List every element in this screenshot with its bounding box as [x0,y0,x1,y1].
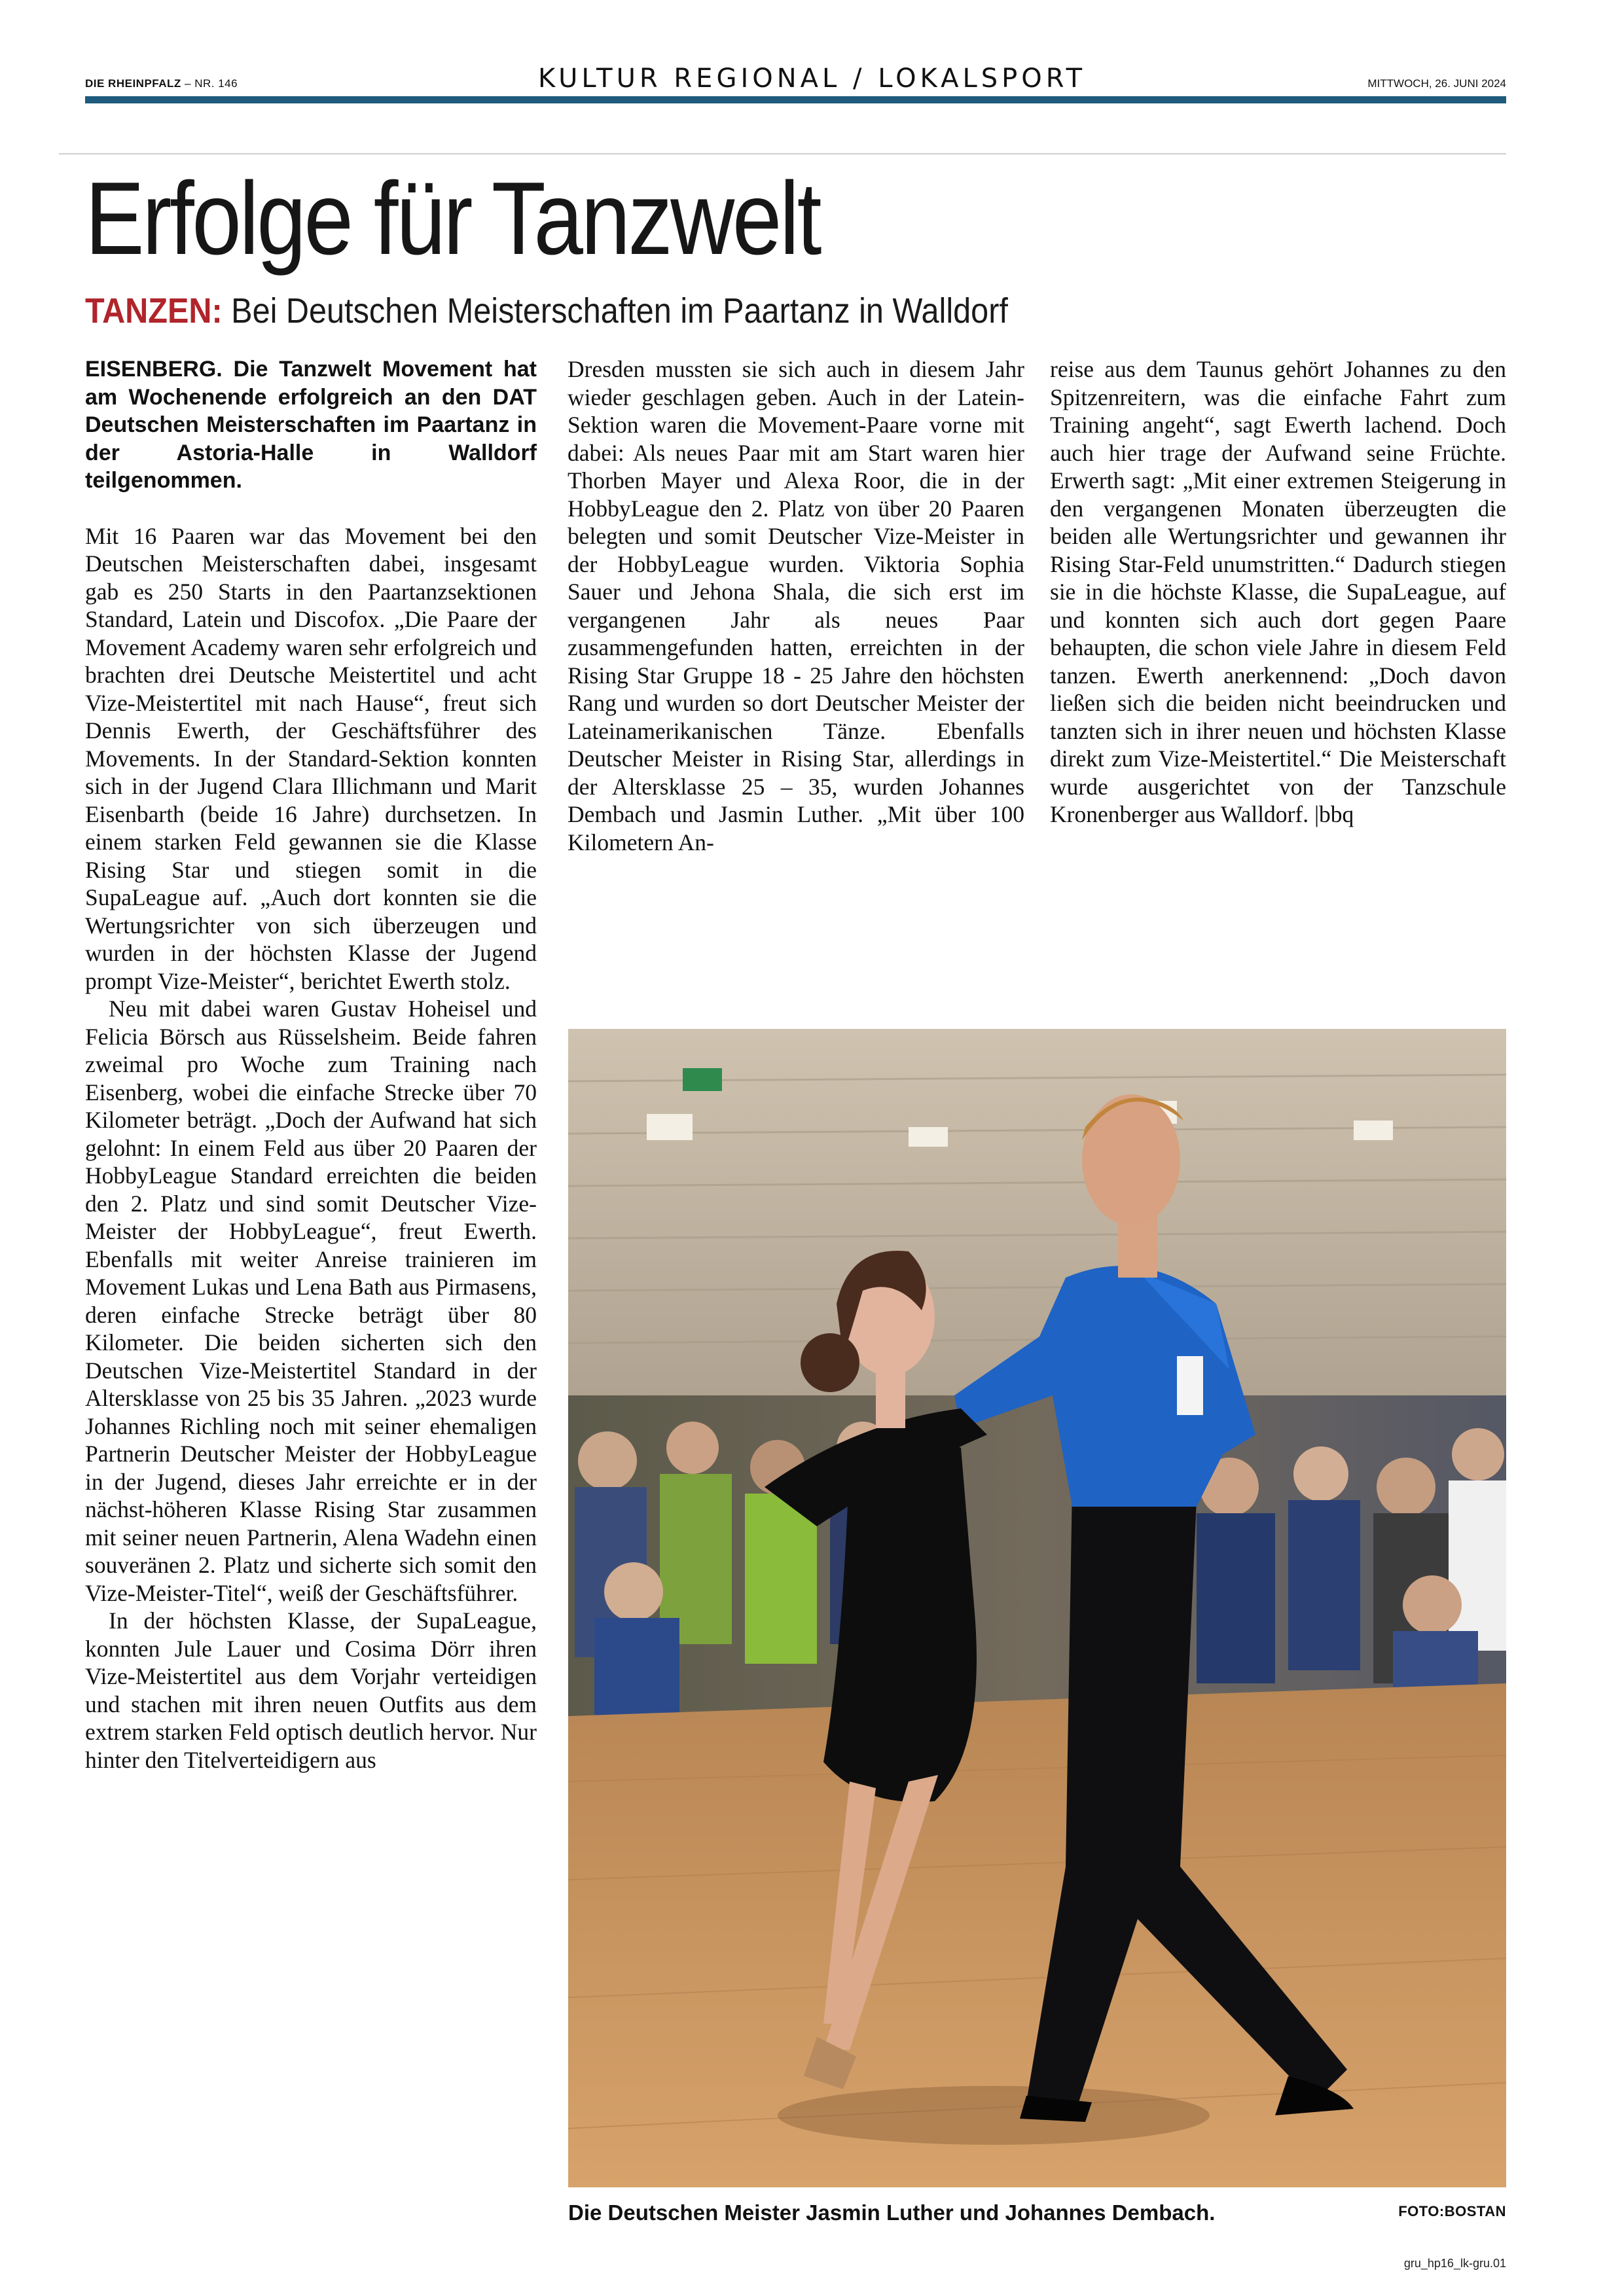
exit-sign [683,1068,722,1091]
article-subheadline [85,293,1008,329]
article-paragraph-1: Mit 16 Paaren war das Movement bei den Deutschen Meisterschaften dabei, insgesamt gab es 250 Starts in den Paartanzsektionen Standard, Latein und Discofox. „Die Paare der Movement Academy waren sehr erfolgreich und brachten drei Deutsche Meistertitel und acht Vize-Meistertitel mit nach Hause“, freut sich Dennis Ewerth, der Geschäftsführer des Movements. In der Standard-Sektion konnten sich in der Jugend Clara Illichmann und Marit Eisenbarth (beide 16 Jahre) durchsetzen. In einem starken Feld gewannen sie die Klasse Rising Star und stiegen somit in die SupaLeague auf. „Auch dort konnten sie die Wertungsrichter von sich überzeugen und wurden in der höchsten Klasse der Jugend prompt Vize-Meister“, berichtet Ewerth stolz. [85,522,537,994]
masthead-date: MITTWOCH, 26. JUNI 2024 [1367,77,1506,90]
article-column-2 [568,355,1024,856]
page-reference: gru_hp16_lk-gru.01 [1403,2257,1506,2270]
article-column-1 [85,355,537,1774]
article-paragraph-4: Dresden mussten sie sich auch in diesem Jahr wieder geschlagen geben. Auch in der Latein-Sektion waren die Movement-Paare vorne mit dabei: Als neues Paar mit am Start waren hier Thorben Mayer und Alexa Roor, die in der HobbyLeague den 2. Platz von über 20 Paaren belegten und somit Deutscher Vize-Meister in der HobbyLeague wurden. Viktoria Sophia Sauer und Jehona Shala, die sich erst im vergangenen Jahr als neues Paar zusammengefunden hatten, erreichten in der Rising Star Gruppe 18 - 25 Jahre den höchsten Rang und wurden so dort Deutscher Meister der Lateinamerikanischen Tänze. Ebenfalls Deutscher Meister in Rising Star, allerdings in der Altersklasse 25 – 35, wurden Johannes Dembach und Jasmin Luther. „Mit über 100 Kilometern An- [568,356,1024,855]
section-title: KULTUR REGIONAL / LOKALSPORT [537,63,1087,94]
masthead-paper: DIE RHEINPFALZ – NR. 146 [85,77,238,90]
header-rule [85,96,1506,103]
photo-credit: FOTO:BOSTAN [1398,2203,1506,2219]
article-lead: EISENBERG. Die Tanzwelt Movement hat am Wochenende erfolgreich an den DAT Deutschen Meisterschaften im Paartanz in der Astoria-Halle in Walldorf teilgenommen. [85,357,537,493]
article-paragraph-5: reise aus dem Taunus gehört Johannes zu den Spitzenreitern, was die einfache Fahrt zum Training angeht“, sagt Ewerth lachend. Doch auch hier trage der Aufwand seine Früchte. Erwerth sagt: „Mit einer extremen Steigerung in den vergangenen Monaten überzeugten die beiden alle Wertungsrichter und gewannen ihr Rising Star-Feld unumstritten.“ Dadurch stiegen sie in die höchste Klasse, die SupaLeague, auf und konnten sich auch dort gegen Paare behaupten, die schon viele Jahre in diesem Feld tanzen. Ewerth anerkennend: „Doch davon ließen sich die beiden nicht beeindrucken und tanzten sich in ihrer neuen und höchsten Klasse direkt zum Vize-Meistertitel.“ Die Meisterschaft wurde ausgerichtet von der Tanzschule Kronenberger aus Walldorf. |bbq [1050,356,1506,827]
photo-caption: Die Deutschen Meister Jasmin Luther und Johannes Dembach. [568,2200,1216,2225]
dance-photo [568,1029,1506,2187]
article-column-3 [1050,355,1506,829]
masthead-issue: – NR. 146 [181,77,238,90]
article-paragraph-3: In der höchsten Klasse, der SupaLeague, konnten Jule Lauer und Cosima Dörr ihren Vize-Meistertitel aus dem Vorjahr verteidigen und stachen mit ihren neuen Outfits aus dem extrem starken Feld optisch deutlich hervor. Nur hinter den Titelverteidigern aus [85,1607,537,1773]
article-headline: Erfolge für Tanzwelt [85,161,820,276]
header-divider [59,153,1506,154]
article-paragraph-2: Neu mit dabei waren Gustav Hoheisel und Felicia Börsch aus Rüsselsheim. Beide fahren zweimal pro Woche zum Training nach Eisenberg, wobei die einfache Strecke über 70 Kilometer beträgt. „Doch der Aufwand hat sich gelohnt: In einem Feld aus über 20 Paaren der HobbyLeague Standard erreichten die beiden den 2. Platz und sind somit Deutscher Vize-Meister der HobbyLeague“, freut Ewerth. Ebenfalls mit weiter Anreise trainieren im Movement Lukas und Lena Bath aus Pirmasens, deren einfache Strecke beträgt über 80 Kilometer. Die beiden sicherten sich den Deutschen Vize-Meistertitel Standard in der Altersklasse von 25 bis 35 Jahren. „2023 wurde Johannes Richling noch mit seiner ehemaligen Partnerin Deutscher Meister der HobbyLeague in der Jugend, dieses Jahr erreichte er in der nächst-höheren Klasse Rising Star zusammen mit seiner neuen Partnerin, Alena Wadehn einen souveränen 2. Platz und sicherte sich somit den Vize-Meister-Titel“, weiß der Geschäftsführer. [85,996,537,1606]
article-kicker: TANZEN: [85,291,223,331]
subheadline-text: Bei Deutschen Meisterschaften im Paartanz in Walldorf [222,291,1008,331]
